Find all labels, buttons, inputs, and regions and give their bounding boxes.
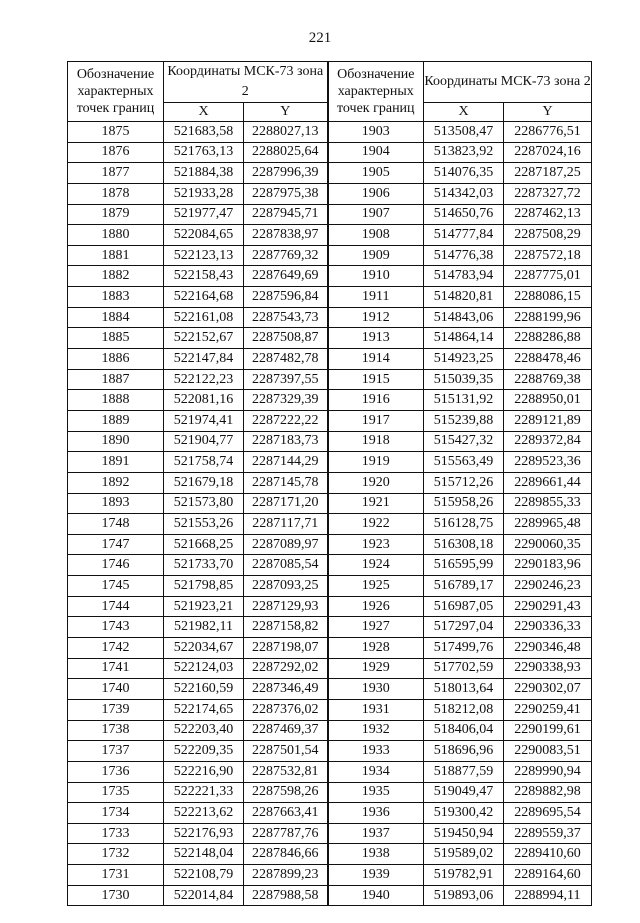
point-id-cell: 1912 (328, 307, 424, 328)
table-row (68, 390, 592, 411)
y-coordinate-cell: 2287532,81 (244, 761, 328, 782)
x-coordinate-cell: 518212,08 (424, 699, 504, 720)
point-id-cell: 1879 (68, 204, 164, 225)
table-row (68, 761, 592, 782)
y-coordinate-cell: 2290291,43 (504, 596, 592, 617)
point-id-cell: 1730 (68, 885, 164, 906)
table-row (68, 741, 592, 762)
table-row (68, 183, 592, 204)
x-coordinate-cell: 514776,38 (424, 245, 504, 266)
y-coordinate-cell: 2289523,36 (504, 452, 592, 473)
x-column-header: X (424, 103, 504, 122)
point-id-cell: 1880 (68, 225, 164, 246)
table-row (68, 885, 592, 906)
point-id-cell: 1937 (328, 823, 424, 844)
point-id-cell: 1737 (68, 741, 164, 762)
point-id-cell: 1917 (328, 410, 424, 431)
point-id-cell: 1734 (68, 803, 164, 824)
y-coordinate-cell: 2290060,35 (504, 534, 592, 555)
point-designation-header: Обозначение характерных точек границ (328, 62, 424, 122)
y-coordinate-cell: 2290183,96 (504, 555, 592, 576)
x-coordinate-cell: 522124,03 (164, 658, 244, 679)
y-coordinate-cell: 2288994,11 (504, 885, 592, 906)
table-row (68, 245, 592, 266)
x-coordinate-cell: 522161,08 (164, 307, 244, 328)
point-id-cell: 1876 (68, 142, 164, 163)
point-id-cell: 1922 (328, 514, 424, 535)
x-coordinate-cell: 522148,04 (164, 844, 244, 865)
y-coordinate-cell: 2289695,54 (504, 803, 592, 824)
x-coordinate-cell: 521933,28 (164, 183, 244, 204)
y-coordinate-cell: 2287508,87 (244, 328, 328, 349)
point-id-cell: 1938 (328, 844, 424, 865)
point-id-cell: 1739 (68, 699, 164, 720)
x-coordinate-cell: 519893,06 (424, 885, 504, 906)
y-coordinate-cell: 2288286,88 (504, 328, 592, 349)
table-row (68, 493, 592, 514)
point-id-cell: 1933 (328, 741, 424, 762)
x-coordinate-cell: 522160,59 (164, 679, 244, 700)
y-coordinate-cell: 2287024,16 (504, 142, 592, 163)
y-coordinate-cell: 2290346,48 (504, 638, 592, 659)
point-id-cell: 1885 (68, 328, 164, 349)
point-id-cell: 1908 (328, 225, 424, 246)
y-coordinate-cell: 2287183,73 (244, 431, 328, 452)
x-coordinate-cell: 522014,84 (164, 885, 244, 906)
y-coordinate-cell: 2290199,61 (504, 720, 592, 741)
y-coordinate-cell: 2287508,29 (504, 225, 592, 246)
y-coordinate-cell: 2287787,76 (244, 823, 328, 844)
table-row (68, 287, 592, 308)
y-coordinate-cell: 2290338,93 (504, 658, 592, 679)
point-id-cell: 1928 (328, 638, 424, 659)
point-id-cell: 1746 (68, 555, 164, 576)
table-row (68, 844, 592, 865)
y-coordinate-cell: 2288086,15 (504, 287, 592, 308)
table-row (68, 596, 592, 617)
y-coordinate-cell: 2289164,60 (504, 865, 592, 886)
point-id-cell: 1745 (68, 576, 164, 597)
y-column-header: Y (244, 103, 328, 122)
x-coordinate-cell: 514923,25 (424, 349, 504, 370)
x-coordinate-cell: 521668,25 (164, 534, 244, 555)
y-coordinate-cell: 2290259,41 (504, 699, 592, 720)
point-id-cell: 1936 (328, 803, 424, 824)
x-coordinate-cell: 514777,84 (424, 225, 504, 246)
x-coordinate-cell: 515239,88 (424, 410, 504, 431)
x-coordinate-cell: 522122,23 (164, 369, 244, 390)
y-coordinate-cell: 2287089,97 (244, 534, 328, 555)
y-coordinate-cell: 2288027,13 (244, 122, 328, 143)
y-coordinate-cell: 2287085,54 (244, 555, 328, 576)
y-coordinate-cell: 2289990,94 (504, 761, 592, 782)
x-coordinate-cell: 516128,75 (424, 514, 504, 535)
point-id-cell: 1930 (328, 679, 424, 700)
point-id-cell: 1738 (68, 720, 164, 741)
y-coordinate-cell: 2287397,55 (244, 369, 328, 390)
x-coordinate-cell: 514783,94 (424, 266, 504, 287)
y-coordinate-cell: 2287171,20 (244, 493, 328, 514)
point-id-cell: 1892 (68, 472, 164, 493)
table-row (68, 555, 592, 576)
point-id-cell: 1875 (68, 122, 164, 143)
x-coordinate-cell: 517499,76 (424, 638, 504, 659)
y-coordinate-cell: 2290302,07 (504, 679, 592, 700)
x-coordinate-cell: 522147,84 (164, 349, 244, 370)
point-id-cell: 1889 (68, 410, 164, 431)
y-coordinate-cell: 2289121,89 (504, 410, 592, 431)
table-row (68, 266, 592, 287)
x-coordinate-cell: 519049,47 (424, 782, 504, 803)
y-coordinate-cell: 2288199,96 (504, 307, 592, 328)
point-id-cell: 1939 (328, 865, 424, 886)
table-row (68, 452, 592, 473)
table-row (68, 576, 592, 597)
point-id-cell: 1927 (328, 617, 424, 638)
y-coordinate-cell: 2289372,84 (504, 431, 592, 452)
y-coordinate-cell: 2287775,01 (504, 266, 592, 287)
y-coordinate-cell: 2287838,97 (244, 225, 328, 246)
table-row (68, 534, 592, 555)
x-coordinate-cell: 522084,65 (164, 225, 244, 246)
x-coordinate-cell: 514076,35 (424, 163, 504, 184)
y-coordinate-cell: 2287899,23 (244, 865, 328, 886)
y-coordinate-cell: 2287158,82 (244, 617, 328, 638)
x-coordinate-cell: 522123,13 (164, 245, 244, 266)
point-id-cell: 1903 (328, 122, 424, 143)
point-id-cell: 1735 (68, 782, 164, 803)
table-row (68, 514, 592, 535)
point-id-cell: 1881 (68, 245, 164, 266)
table-row (68, 699, 592, 720)
y-coordinate-cell: 2288769,38 (504, 369, 592, 390)
table-row (68, 431, 592, 452)
table-row (68, 638, 592, 659)
y-coordinate-cell: 2288025,64 (244, 142, 328, 163)
coordinates-table (67, 61, 592, 906)
x-coordinate-cell: 521758,74 (164, 452, 244, 473)
table-row (68, 410, 592, 431)
point-id-cell: 1931 (328, 699, 424, 720)
x-coordinate-cell: 515712,26 (424, 472, 504, 493)
point-id-cell: 1914 (328, 349, 424, 370)
y-coordinate-cell: 2287129,93 (244, 596, 328, 617)
point-id-cell: 1904 (328, 142, 424, 163)
x-coordinate-cell: 521763,13 (164, 142, 244, 163)
page-number: 221 (308, 30, 332, 46)
x-coordinate-cell: 514342,03 (424, 183, 504, 204)
table-row (68, 679, 592, 700)
point-id-cell: 1920 (328, 472, 424, 493)
x-coordinate-cell: 517702,59 (424, 658, 504, 679)
y-coordinate-cell: 2287543,73 (244, 307, 328, 328)
y-coordinate-cell: 2289882,98 (504, 782, 592, 803)
y-coordinate-cell: 2288950,01 (504, 390, 592, 411)
x-coordinate-cell: 515131,92 (424, 390, 504, 411)
y-coordinate-cell: 2287462,13 (504, 204, 592, 225)
x-column-header: X (164, 103, 244, 122)
point-id-cell: 1887 (68, 369, 164, 390)
point-id-cell: 1932 (328, 720, 424, 741)
x-coordinate-cell: 516595,99 (424, 555, 504, 576)
y-coordinate-cell: 2287198,07 (244, 638, 328, 659)
x-coordinate-cell: 522216,90 (164, 761, 244, 782)
x-coordinate-cell: 522209,35 (164, 741, 244, 762)
y-coordinate-cell: 2287292,02 (244, 658, 328, 679)
point-id-cell: 1888 (68, 390, 164, 411)
x-coordinate-cell: 515958,26 (424, 493, 504, 514)
x-coordinate-cell: 521733,70 (164, 555, 244, 576)
x-coordinate-cell: 521679,18 (164, 472, 244, 493)
point-id-cell: 1906 (328, 183, 424, 204)
point-id-cell: 1929 (328, 658, 424, 679)
coordinates-header: Координаты МСК-73 зона 2 (424, 62, 592, 103)
y-coordinate-cell: 2287501,54 (244, 741, 328, 762)
y-coordinate-cell: 2290336,33 (504, 617, 592, 638)
point-id-cell: 1877 (68, 163, 164, 184)
table-body (68, 122, 592, 906)
x-coordinate-cell: 518696,96 (424, 741, 504, 762)
table-row (68, 658, 592, 679)
x-coordinate-cell: 515039,35 (424, 369, 504, 390)
x-coordinate-cell: 516987,05 (424, 596, 504, 617)
point-id-cell: 1919 (328, 452, 424, 473)
y-coordinate-cell: 2287376,02 (244, 699, 328, 720)
point-id-cell: 1883 (68, 287, 164, 308)
y-coordinate-cell: 2287945,71 (244, 204, 328, 225)
x-coordinate-cell: 517297,04 (424, 617, 504, 638)
x-coordinate-cell: 518877,59 (424, 761, 504, 782)
x-coordinate-cell: 516789,17 (424, 576, 504, 597)
y-coordinate-cell: 2289559,37 (504, 823, 592, 844)
y-coordinate-cell: 2287469,37 (244, 720, 328, 741)
x-coordinate-cell: 513823,92 (424, 142, 504, 163)
table-row (68, 617, 592, 638)
y-coordinate-cell: 2287988,58 (244, 885, 328, 906)
point-id-cell: 1890 (68, 431, 164, 452)
y-coordinate-cell: 2287187,25 (504, 163, 592, 184)
point-id-cell: 1731 (68, 865, 164, 886)
y-coordinate-cell: 2289855,33 (504, 493, 592, 514)
point-id-cell: 1905 (328, 163, 424, 184)
point-id-cell: 1910 (328, 266, 424, 287)
y-coordinate-cell: 2287222,22 (244, 410, 328, 431)
x-coordinate-cell: 522081,16 (164, 390, 244, 411)
y-coordinate-cell: 2286776,51 (504, 122, 592, 143)
point-id-cell: 1884 (68, 307, 164, 328)
table-row (68, 122, 592, 143)
y-coordinate-cell: 2287346,49 (244, 679, 328, 700)
table-row (68, 204, 592, 225)
x-coordinate-cell: 514843,06 (424, 307, 504, 328)
point-id-cell: 1736 (68, 761, 164, 782)
x-coordinate-cell: 521573,80 (164, 493, 244, 514)
y-coordinate-cell: 2287329,39 (244, 390, 328, 411)
y-coordinate-cell: 2287596,84 (244, 287, 328, 308)
x-coordinate-cell: 513508,47 (424, 122, 504, 143)
point-id-cell: 1741 (68, 658, 164, 679)
table-row (68, 865, 592, 886)
table-row (68, 782, 592, 803)
point-id-cell: 1742 (68, 638, 164, 659)
table-row (68, 369, 592, 390)
x-coordinate-cell: 519589,02 (424, 844, 504, 865)
y-coordinate-cell: 2287093,25 (244, 576, 328, 597)
table-row (68, 328, 592, 349)
point-id-cell: 1907 (328, 204, 424, 225)
point-id-cell: 1744 (68, 596, 164, 617)
y-column-header: Y (504, 103, 592, 122)
x-coordinate-cell: 518013,64 (424, 679, 504, 700)
y-coordinate-cell: 2287482,78 (244, 349, 328, 370)
point-designation-header: Обозначение характерных точек границ (68, 62, 164, 122)
y-coordinate-cell: 2287649,69 (244, 266, 328, 287)
x-coordinate-cell: 521923,21 (164, 596, 244, 617)
x-coordinate-cell: 522108,79 (164, 865, 244, 886)
y-coordinate-cell: 2287769,32 (244, 245, 328, 266)
y-coordinate-cell: 2287996,39 (244, 163, 328, 184)
y-coordinate-cell: 2287598,26 (244, 782, 328, 803)
y-coordinate-cell: 2287975,38 (244, 183, 328, 204)
point-id-cell: 1882 (68, 266, 164, 287)
point-id-cell: 1886 (68, 349, 164, 370)
y-coordinate-cell: 2290083,51 (504, 741, 592, 762)
x-coordinate-cell: 522221,33 (164, 782, 244, 803)
x-coordinate-cell: 521884,38 (164, 163, 244, 184)
point-id-cell: 1732 (68, 844, 164, 865)
point-id-cell: 1934 (328, 761, 424, 782)
point-id-cell: 1733 (68, 823, 164, 844)
x-coordinate-cell: 521974,41 (164, 410, 244, 431)
coordinates-header: Координаты МСК-73 зона 2 (164, 62, 328, 103)
x-coordinate-cell: 518406,04 (424, 720, 504, 741)
point-id-cell: 1918 (328, 431, 424, 452)
point-id-cell: 1747 (68, 534, 164, 555)
y-coordinate-cell: 2287144,29 (244, 452, 328, 473)
point-id-cell: 1911 (328, 287, 424, 308)
table-row (68, 823, 592, 844)
table-row (68, 472, 592, 493)
point-id-cell: 1743 (68, 617, 164, 638)
x-coordinate-cell: 522176,93 (164, 823, 244, 844)
x-coordinate-cell: 519300,42 (424, 803, 504, 824)
x-coordinate-cell: 522203,40 (164, 720, 244, 741)
y-coordinate-cell: 2287117,71 (244, 514, 328, 535)
table-row (68, 349, 592, 370)
table-row (68, 163, 592, 184)
x-coordinate-cell: 521977,47 (164, 204, 244, 225)
x-coordinate-cell: 522034,67 (164, 638, 244, 659)
x-coordinate-cell: 519450,94 (424, 823, 504, 844)
point-id-cell: 1923 (328, 534, 424, 555)
table-row (68, 142, 592, 163)
x-coordinate-cell: 522213,62 (164, 803, 244, 824)
table-row (68, 225, 592, 246)
x-coordinate-cell: 514864,14 (424, 328, 504, 349)
y-coordinate-cell: 2289965,48 (504, 514, 592, 535)
point-id-cell: 1913 (328, 328, 424, 349)
x-coordinate-cell: 521904,77 (164, 431, 244, 452)
y-coordinate-cell: 2288478,46 (504, 349, 592, 370)
y-coordinate-cell: 2290246,23 (504, 576, 592, 597)
y-coordinate-cell: 2287327,72 (504, 183, 592, 204)
point-id-cell: 1921 (328, 493, 424, 514)
x-coordinate-cell: 519782,91 (424, 865, 504, 886)
x-coordinate-cell: 521982,11 (164, 617, 244, 638)
x-coordinate-cell: 521798,85 (164, 576, 244, 597)
x-coordinate-cell: 514820,81 (424, 287, 504, 308)
point-id-cell: 1893 (68, 493, 164, 514)
point-id-cell: 1926 (328, 596, 424, 617)
y-coordinate-cell: 2287846,66 (244, 844, 328, 865)
point-id-cell: 1916 (328, 390, 424, 411)
y-coordinate-cell: 2289410,60 (504, 844, 592, 865)
table-row (68, 803, 592, 824)
table-row (68, 307, 592, 328)
x-coordinate-cell: 522152,67 (164, 328, 244, 349)
x-coordinate-cell: 521553,26 (164, 514, 244, 535)
y-coordinate-cell: 2289661,44 (504, 472, 592, 493)
point-id-cell: 1878 (68, 183, 164, 204)
x-coordinate-cell: 516308,18 (424, 534, 504, 555)
x-coordinate-cell: 522174,65 (164, 699, 244, 720)
point-id-cell: 1909 (328, 245, 424, 266)
x-coordinate-cell: 521683,58 (164, 122, 244, 143)
table-row (68, 720, 592, 741)
point-id-cell: 1935 (328, 782, 424, 803)
x-coordinate-cell: 522158,43 (164, 266, 244, 287)
point-id-cell: 1925 (328, 576, 424, 597)
y-coordinate-cell: 2287145,78 (244, 472, 328, 493)
x-coordinate-cell: 522164,68 (164, 287, 244, 308)
point-id-cell: 1940 (328, 885, 424, 906)
point-id-cell: 1924 (328, 555, 424, 576)
point-id-cell: 1891 (68, 452, 164, 473)
y-coordinate-cell: 2287572,18 (504, 245, 592, 266)
point-id-cell: 1748 (68, 514, 164, 535)
point-id-cell: 1740 (68, 679, 164, 700)
y-coordinate-cell: 2287663,41 (244, 803, 328, 824)
point-id-cell: 1915 (328, 369, 424, 390)
x-coordinate-cell: 514650,76 (424, 204, 504, 225)
x-coordinate-cell: 515563,49 (424, 452, 504, 473)
x-coordinate-cell: 515427,32 (424, 431, 504, 452)
